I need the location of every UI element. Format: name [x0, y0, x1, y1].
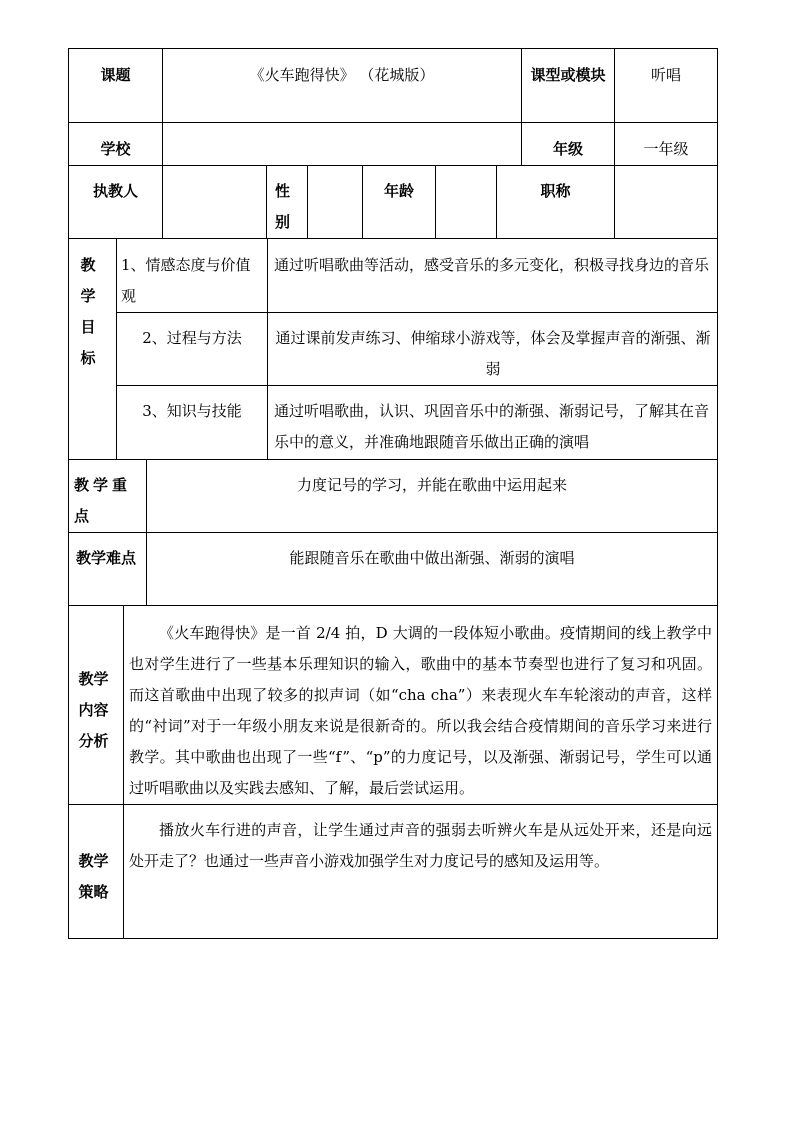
analysis-text: 《火车跑得快》是一首 2/4 拍，D 大调的一段体短小歌曲。疫情期间的线上教学中也对学生进行了一些基本乐理知识的输入，歌曲中的基本节奏型也进行了复习和巩固。而这首歌曲中出现了较多的拟声词（如“cha cha”）来表现火车车轮滚动的声音，这样的“衬词”对于一年级小朋友来说是很新奇的。所以我会结合疫情期间的音乐学习来进行教学。其中歌曲也出现了一些“f”、“p”的力度记号，以及渐强、渐弱记号，学生可以通过听唱歌曲以及实践去感知、了解，最后尝试运用。	[129, 624, 712, 797]
title-label: 职称	[540, 182, 571, 200]
gender-label: 性别	[275, 182, 291, 231]
type-label: 课型或模块	[530, 66, 606, 84]
key-point-label: 教学重点	[74, 476, 132, 525]
objective-2-text: 通过课前发声练习、伸缩球小游戏等，体会及掌握声音的渐强、渐弱	[275, 329, 711, 378]
difficulty-label: 教学难点	[75, 549, 136, 567]
objective-3-text: 通过听唱歌曲，认识、巩固音乐中的渐强、渐弱记号，了解其在音乐中的意义，并准确地跟随音乐做出正确的演唱	[274, 402, 710, 451]
difficulty-text: 能跟随音乐在歌曲中做出渐强、渐弱的演唱	[289, 549, 575, 567]
course-label: 课题	[100, 66, 131, 84]
grade-label: 年级	[552, 140, 583, 158]
analysis-label: 教学内容分析	[78, 670, 109, 750]
strategy-text: 播放火车行进的声音，让学生通过声音的强弱去听辨火车是从远处开来，还是向远处开走了？也通过一些声音小游戏加强学生对力度记号的感知及运用等。	[129, 821, 712, 870]
strategy-label: 教学策略	[78, 852, 109, 901]
grade-value: 一年级	[643, 140, 689, 158]
objective-3-label: 3、知识与技能	[142, 402, 242, 420]
type-value: 听唱	[650, 66, 681, 84]
objective-2-label: 2、过程与方法	[142, 329, 242, 347]
age-label: 年龄	[383, 182, 414, 200]
objectives-label: 教学目标	[80, 256, 96, 367]
course-title: 《火车跑得快》 （花城版）	[249, 66, 435, 84]
school-label: 学校	[100, 140, 131, 158]
objective-1-text: 通过听唱歌曲等活动，感受音乐的多元变化，积极寻找身边的音乐	[274, 256, 710, 274]
teacher-label: 执教人	[92, 182, 138, 200]
key-point-text: 力度记号的学习，并能在歌曲中运用起来	[296, 476, 567, 494]
objective-1-label: 1、情感态度与价值观	[121, 256, 251, 305]
